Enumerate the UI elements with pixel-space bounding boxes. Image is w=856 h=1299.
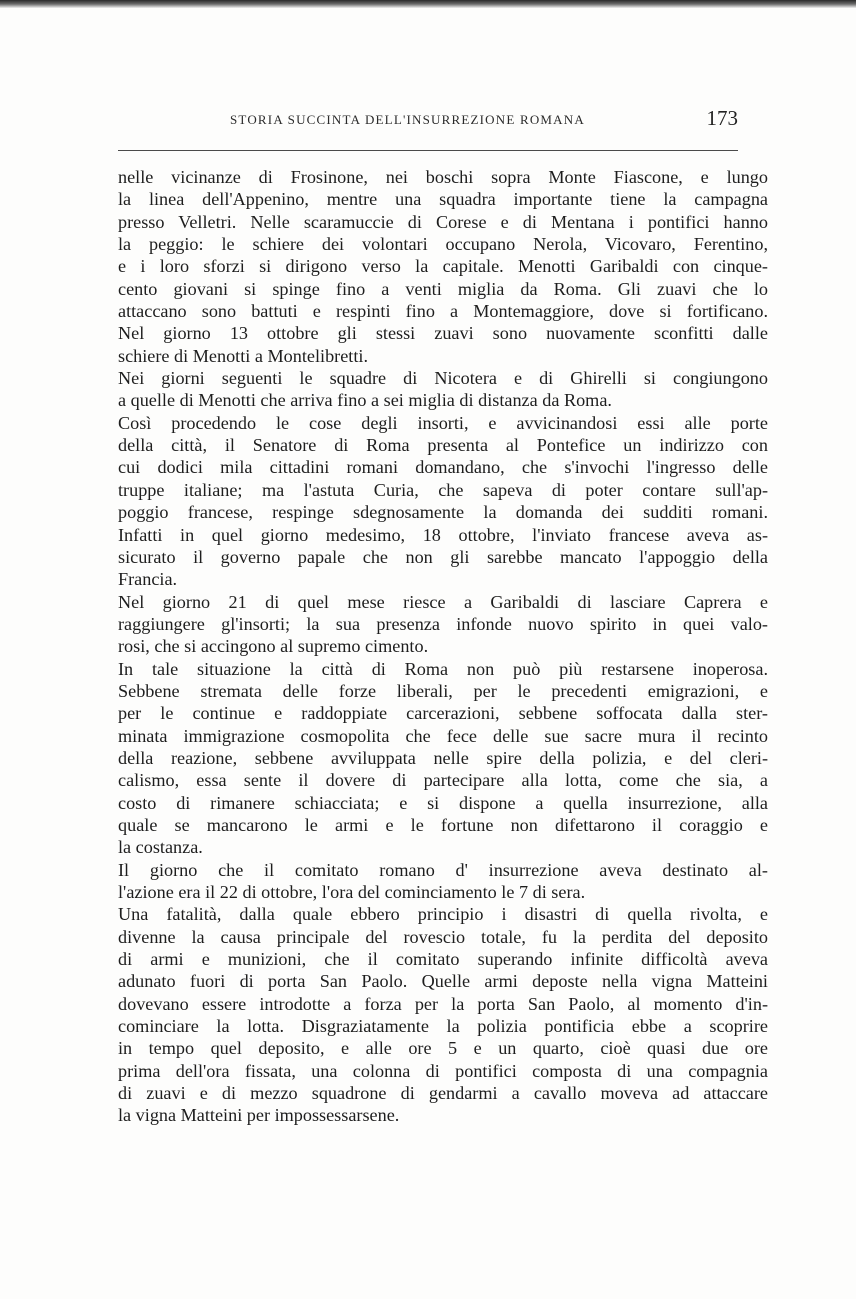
text-line: cominciare la lotta. Disgraziatamente la polizia pontificia ebbe a scoprire: [118, 1016, 768, 1037]
text-line: prima dell'ora fissata, una colonna di pontifici composta di una compagnia: [118, 1060, 768, 1081]
text-line: Infatti in quel giorno medesimo, 18 ottobre, l'inviato francese aveva as-: [118, 524, 768, 545]
text-line: Nel giorno 21 di quel mese riesce a Garibaldi di lasciare Caprera e: [118, 591, 768, 612]
text-line: Il giorno che il comitato romano d' insurrezione aveva destinato al-: [118, 859, 768, 880]
text-line: Sebbene stremata delle forze liberali, per le precedenti emigrazioni, e: [118, 680, 768, 701]
text-line: cento giovani si spinge fino a venti miglia da Roma. Gli zuavi che lo: [118, 278, 768, 299]
text-line: Così procedendo le cose degli insorti, e avvicinandosi essi alle porte: [118, 412, 768, 433]
text-line: schiere di Menotti a Montelibretti.: [118, 345, 369, 366]
running-title: STORIA SUCCINTA DELL'INSURREZIONE ROMANA: [230, 112, 585, 127]
text-line: truppe italiane; ma l'astuta Curia, che sapeva di poter contare sull'ap-: [118, 479, 768, 500]
page-top-edge: [0, 0, 856, 8]
text-line: divenne la causa principale del rovescio totale, fu la perdita del deposito: [118, 926, 768, 947]
text-line: e i loro sforzi si dirigono verso la capitale. Menotti Garibaldi con cinque-: [118, 256, 768, 277]
text-line: Francia.: [118, 569, 178, 590]
text-line: cui dodici mila cittadini romani domandano, che s'invochi l'ingresso delle: [118, 457, 768, 478]
text-line: per le continue e raddoppiate carcerazioni, sebbene soffocata dalla ster-: [118, 703, 768, 724]
text-line: dovevano essere introdotte a forza per la porta San Paolo, al momento d'in-: [118, 993, 768, 1014]
text-line: poggio francese, respinge sdegnosamente la domanda dei sudditi romani.: [118, 502, 768, 523]
text-line: la peggio: le schiere dei volontari occupano Nerola, Vicovaro, Ferentino,: [118, 234, 768, 255]
text-line: raggiungere gl'insorti; la sua presenza infonde nuovo spirito in quei valo-: [118, 613, 768, 634]
text-line: Nei giorni seguenti le squadre di Nicotera e di Ghirelli si congiungono: [118, 368, 768, 389]
body-text: [118, 166, 768, 1127]
text-line: rosi, che si accingono al supremo cimento.: [118, 636, 429, 657]
text-line: adunato fuori di porta San Paolo. Quelle armi deposte nella vigna Matteini: [118, 971, 768, 992]
text-line: la costanza.: [118, 837, 203, 858]
text-line: della reazione, sebbene avviluppata nelle spire della polizia, e del cleri-: [118, 747, 768, 768]
text-line: sicurato il governo papale che non gli sarebbe mancato l'appoggio della: [118, 546, 768, 567]
text-line: Nel giorno 13 ottobre gli stessi zuavi sono nuovamente sconfitti dalle: [118, 323, 768, 344]
text-line: della città, il Senatore di Roma presenta al Pontefice un indirizzo con: [118, 435, 768, 456]
text-line: la vigna Matteini per impossessarsene.: [118, 1105, 400, 1126]
text-line: minata immigrazione cosmopolita che fece delle sue sacre mura il recinto: [118, 725, 768, 746]
text-line: presso Velletri. Nelle scaramuccie di Corese e di Mentana i pontifici hanno: [118, 211, 768, 232]
text-line: a quelle di Menotti che arriva fino a sei miglia di distanza da Roma.: [118, 390, 612, 411]
text-line: Una fatalità, dalla quale ebbero principio i disastri di quella rivolta, e: [118, 904, 768, 925]
text-line: in tempo quel deposito, e alle ore 5 e un quarto, cioè quasi due ore: [118, 1038, 768, 1059]
text-line: di zuavi e di mezzo squadrone di gendarmi a cavallo moveva ad attaccare: [118, 1083, 768, 1104]
text-line: In tale situazione la città di Roma non può più restarsene inoperosa.: [118, 658, 768, 679]
header-rule: [118, 150, 738, 151]
text-line: quale se mancarono le armi e le fortune non difettarono il coraggio e: [118, 814, 768, 835]
text-line: calismo, essa sente il dovere di partecipare alla lotta, come che sia, a: [118, 770, 768, 791]
page-header: [118, 106, 738, 136]
text-line: la linea dell'Appenino, mentre una squadra importante tiene la campagna: [118, 189, 768, 210]
text-line: costo di rimanere schiacciata; e si dispone a quella insurrezione, alla: [118, 792, 768, 813]
page-number: 173: [706, 106, 738, 130]
text-line: l'azione era il 22 di ottobre, l'ora del cominciamento le 7 di sera.: [118, 882, 586, 902]
text-line: di armi e munizioni, che il comitato superando infinite difficoltà aveva: [118, 949, 768, 970]
text-line: nelle vicinanze di Frosinone, nei boschi sopra Monte Fiascone, e lungo: [118, 167, 768, 187]
text-line: attaccano sono battuti e respinti fino a Montemaggiore, dove si fortificano.: [118, 301, 768, 322]
